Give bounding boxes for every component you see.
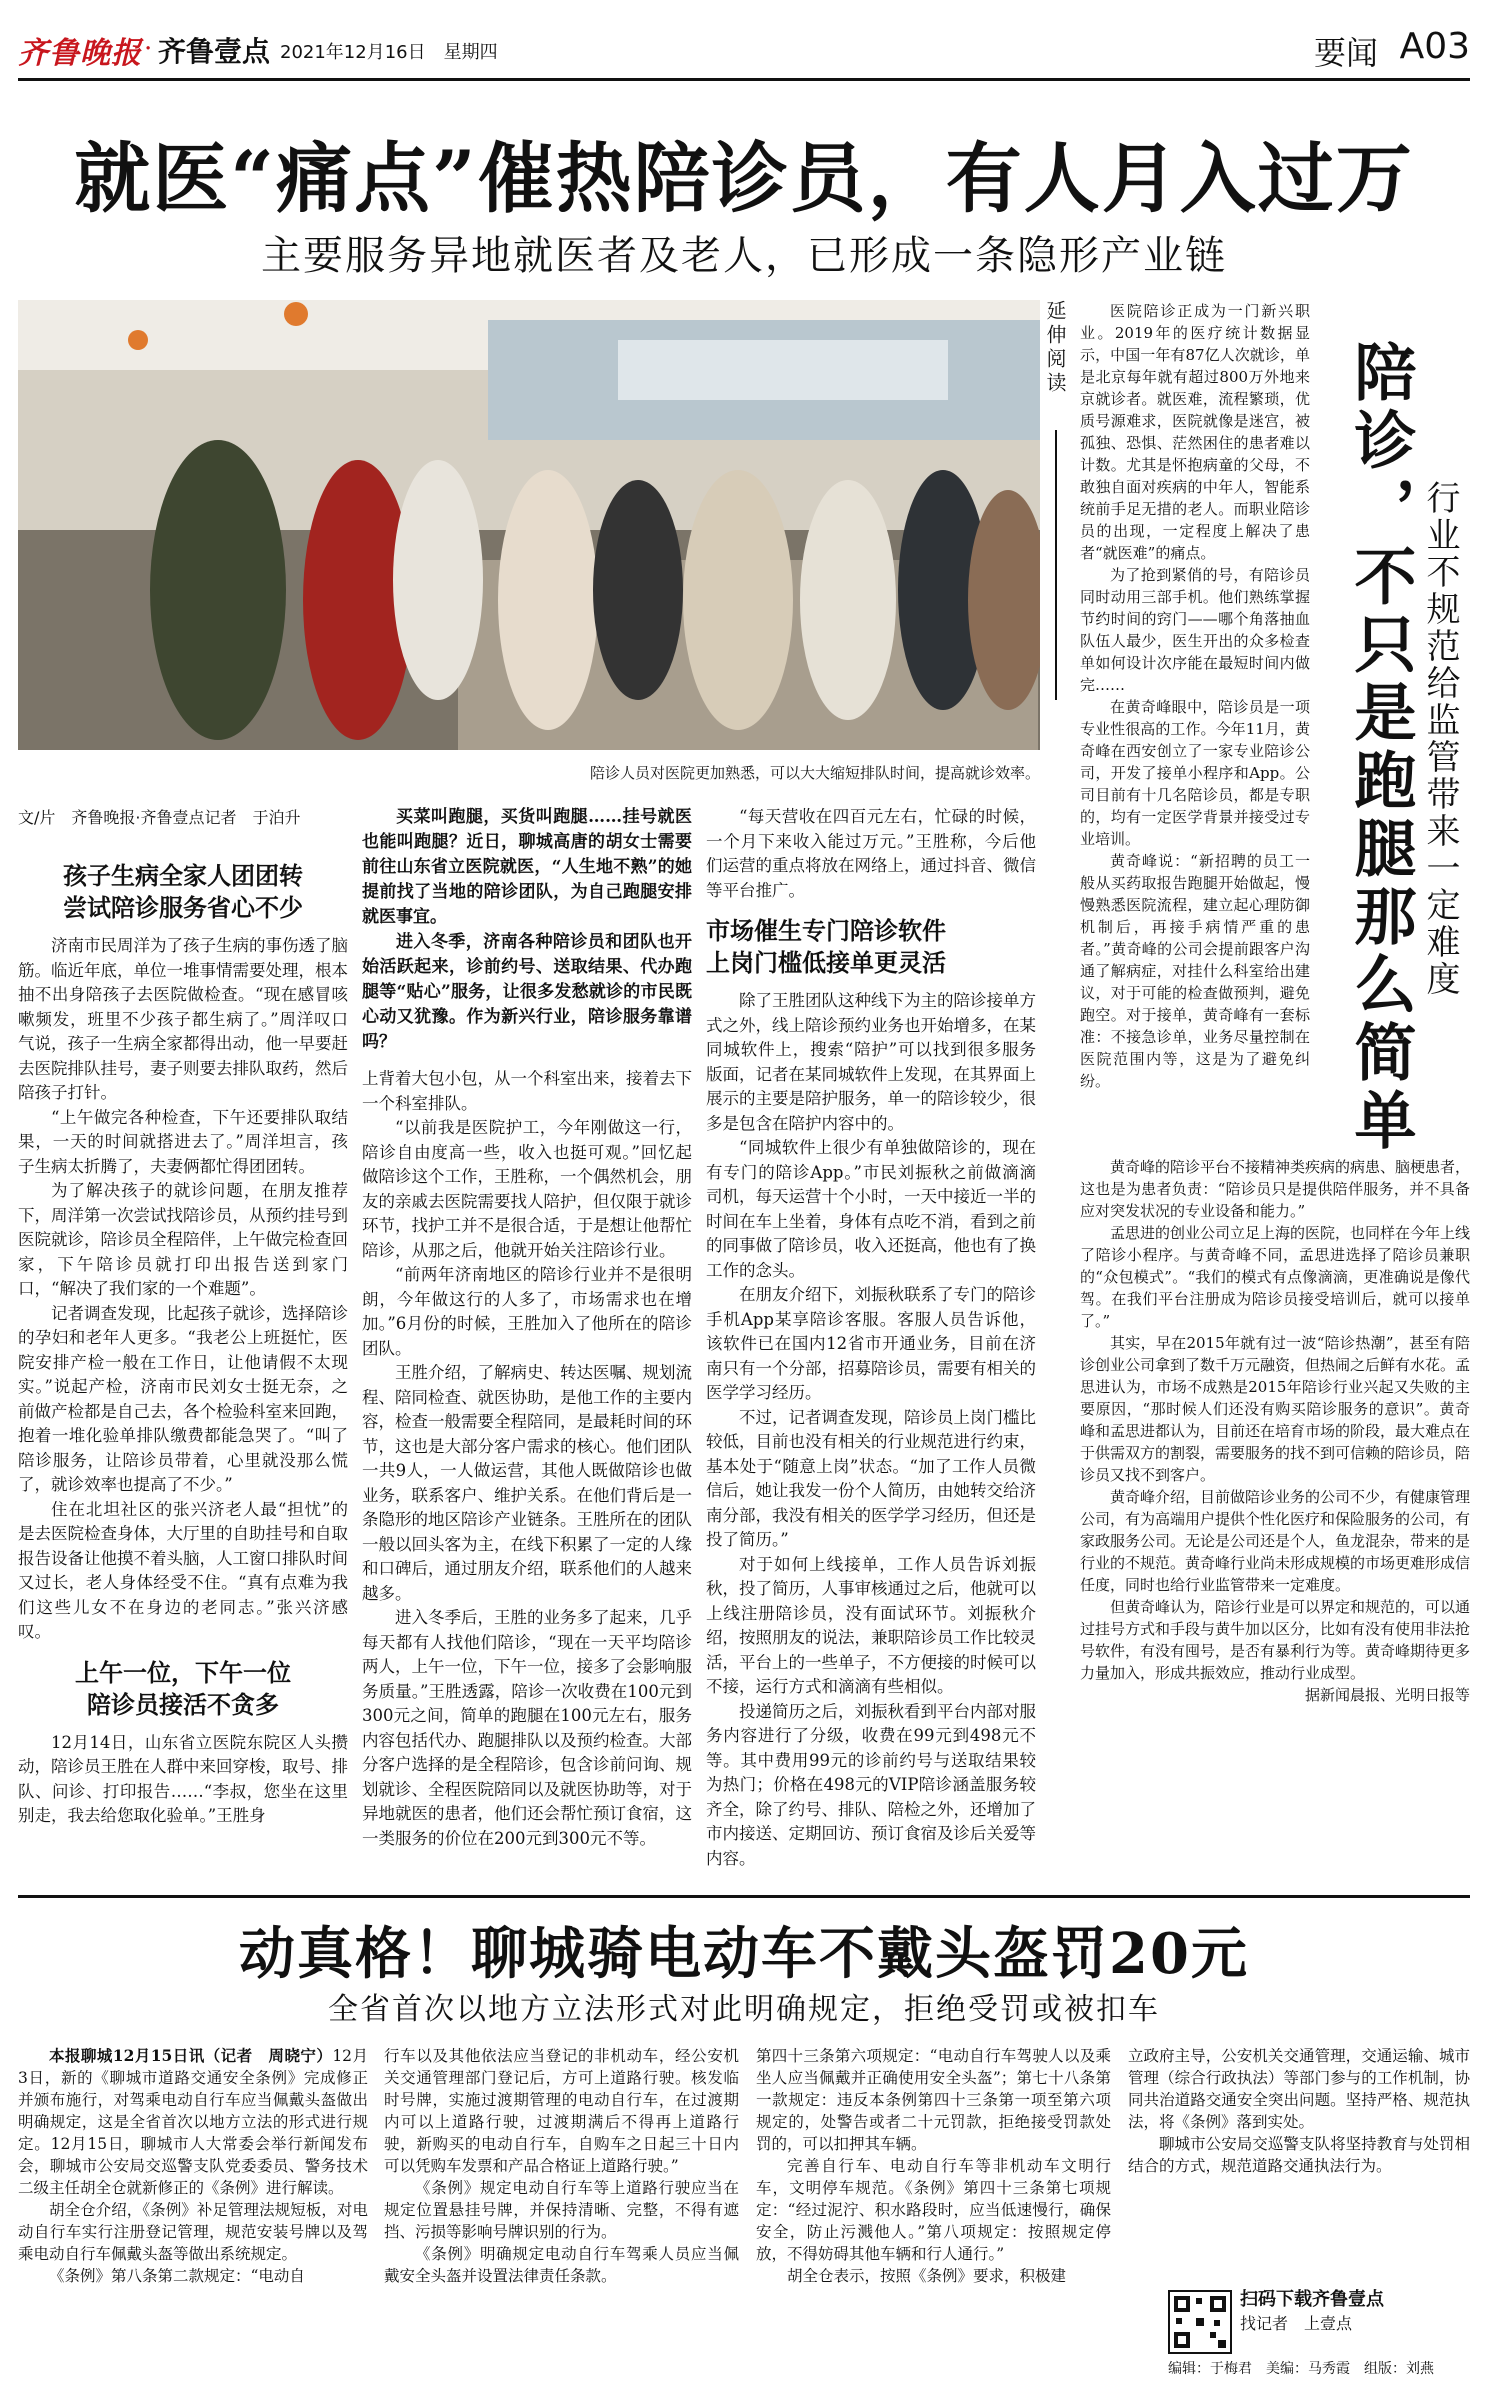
section-name: 要闻	[1313, 34, 1378, 72]
paragraph: 医院陪诊正成为一门新兴职业。2019年的医疗统计数据显示，中国一年有87亿人次就诊，单是北京每年就有超过800万外地来京就诊者。就医难，流程繁琐，优质号源难求，医院就像是迷宫，被孤独、恐惧、茫然困住的患者难以计数。尤其是怀抱病童的父母，不敢独自面对疾病的中年人，智能系统前手足无措的老人。而职业陪诊员的出现，一定程度上解决了患者“就医难”的痛点。	[1080, 302, 1310, 562]
second-column-3	[756, 2045, 1111, 2287]
paragraph: 在黄奇峰眼中，陪诊员是一项专业性很高的工作。今年11月，黄奇峰在西安创立了一家专业陪诊公司，开发了接单小程序和App。公司目前有十几名陪诊员，都是专职的，均有一定医学背景并接受过专业培训。	[1080, 698, 1310, 848]
second-column-1	[18, 2045, 368, 2287]
paragraph: 黄奇峰介绍，目前做陪诊业务的公司不少，有健康管理公司，有为高端用户提供个性化医疗和保险服务的公司，有家政服务公司。无论是公司还是个人，鱼龙混杂，带来的是行业的不规范。黄奇峰行业尚未形成规模的市场更难形成信任度，同时也给行业监管带来一定难度。	[1080, 1488, 1471, 1594]
lead-headline: 就医“痛点”催热陪诊员，有人月入过万	[74, 134, 1414, 223]
paragraph: 记者调查发现，比起孩子就诊，选择陪诊的孕妇和老年人更多。“我老公上班挺忙，医院安排产检一般在工作日，让他请假不太现实。”说起产检，济南市民刘女士挺无奈，之前做产检都是自己去，各个检验科室来回跑，抱着一堆化验单排队缴费都能急哭了。“叫了陪诊服务，让陪诊员带着，心里就没那么慌了，就诊效率也提高了不少。”	[18, 1303, 348, 1494]
lead-column-1	[18, 860, 348, 1829]
qr-title: 扫码下载齐鲁壹点	[1240, 2289, 1384, 2310]
paragraph: 对于如何上线接单，工作人员告诉刘振秋，投了简历，人事审核通过之后，他就可以上线注册陪诊员，没有面试环节。刘振秋介绍，按照朋友的说法，兼职陪诊员工作比较灵活，平台上的一些单子，不方便接的时候可以不接，运行方式和滴滴有些相似。	[706, 1554, 1036, 1696]
dateline: 本报聊城12月15日讯（记者 周晓宁）	[49, 2046, 333, 2065]
story-divider	[18, 1895, 1470, 1898]
paragraph: 为了抢到紧俏的号，有陪诊员同时动用三部手机。他们熟练掌握节约时间的窍门——哪个角落抽血队伍人最少，医生开出的众多检查单如何设计次序能在最短时间内做完……	[1080, 566, 1310, 694]
page-number: A03	[1399, 26, 1470, 67]
extension-headline: 陪诊，不只是跑腿那么简单	[1344, 340, 1417, 1156]
paragraph: 完善自行车、电动自行车等非机动车文明行车，文明停车规范。《条例》第四十三条第七项规定：“经过泥泞、积水路段时，应当低速慢行，确保安全，防止污溅他人。”第八项规定：按照规定停放，不得妨碍其他车辆和行人通行。”	[756, 2157, 1111, 2263]
paragraph: 不过，记者调查发现，陪诊员上岗门槛比较低，目前也没有相关的行业规范进行约束，基本处于“随意上岗”状态。“加了工作人员微信后，她让我发一份个人简历，由她转交给济南分部，我没有相关的医学学习经历，但还是投了简历。”	[706, 1407, 1036, 1549]
qr-code-icon[interactable]	[1168, 2290, 1232, 2354]
extension-divider	[1055, 430, 1057, 700]
lead-paragraph: 买菜叫跑腿，买货叫跑腿……挂号就医也能叫跑腿？近日，聊城高唐的胡女士需要前往山东省立医院就医，“人生地不熟”的她提前找了当地的陪诊团队，为自己跑腿安排就医事宜。	[362, 807, 692, 927]
second-headline: 动真格！聊城骑电动车不戴头盔罚20元	[239, 1921, 1249, 1987]
subhead-one-a-day: 上午一位，下午一位 陪诊员接活不贪多	[75, 1657, 291, 1719]
paragraph: 孟思进的创业公司立足上海的医院，也同样在今年上线了陪诊小程序。与黄奇峰不同，孟思进选择了陪诊员兼职的“众包模式”。“我们的模式有点像滴滴，更准确说是像代驾。在我们平台注册成为陪诊员接受培训后，就可以接单了。”	[1080, 1224, 1471, 1330]
paragraph: 12月14日，山东省立医院东院区人头攒动，陪诊员王胜在人群中来回穿梭，取号、排队、问诊、打印报告……“李叔，您坐在这里别走，我去给您取化验单。”王胜身	[18, 1732, 348, 1825]
lead-paragraph: 进入冬季，济南各种陪诊员和团队也开始活跃起来，诊前约号、送取结果、代办跑腿等“贴心”服务，让很多发愁就诊的市民既心动又犹豫。作为新兴行业，陪诊服务靠谱吗？	[362, 932, 692, 1052]
paragraph: 其实，早在2015年就有过一波“陪诊热潮”，甚至有陪诊创业公司拿到了数千万元融资，但热闹之后鲜有水花。孟思进认为，市场不成熟是2015年陪诊行业兴起又失败的主要原因，“那时候人们还没有购买陪诊服务的意识”。黄奇峰和孟思进都认为，目前还在培育市场的阶段，最大难点在于供需双方的割裂，需要服务的找不到可信赖的陪诊员，陪诊员又找不到客户。	[1080, 1334, 1471, 1484]
subhead-app: 市场催生专门陪诊软件 上岗门槛低接单更灵活	[706, 916, 946, 977]
paragraph: 黄奇峰的陪诊平台不接精神类疾病的病患、脑梗患者，这也是为患者负责：“陪诊员只是提供陪伴服务，并不具备应对突发状况的专业设备和能力。”	[1080, 1158, 1471, 1220]
second-subheadline: 全省首次以地方立法形式对此明确规定，拒绝受罚或被扣车	[328, 1992, 1160, 2027]
paragraph: 12月3日，新的《聊城市道路交通安全条例》完成修正并颁布施行，对驾乘电动自行车应当佩戴头盔做出明确规定，这是全省首次以地方立法的形式进行规定。12月15日，聊城市人大常委会举行新闻发布会，聊城市公安局交巡警支队党委委员、警务技术二级主任胡全仓就新修正的《条例》进行解读。	[18, 2047, 368, 2197]
paragraph: 行车以及其他依法应当登记的非机动车，经公安机关交通管理部门登记后，方可上道路行驶。核发临时号牌，实施过渡期管理的电动自行车，在过渡期内可以上道路行驶，过渡期满后不得再上道路行驶，新购买的电动自行车，自购车之日起三十日内可以凭购车发票和产品合格证上道路行驶。”	[384, 2047, 739, 2175]
masthead	[18, 22, 1470, 81]
paragraph: 《条例》明确规定电动自行车驾乘人员应当佩戴安全头盔并设置法律责任条款。	[384, 2245, 739, 2285]
paragraph: 投递简历之后，刘振秋看到平台内部对服务内容进行了分级，收费在99元到498元不等。其中费用99元的诊前约号与送取结果较为热门；价格在498元的VIP陪诊涵盖服务较齐全，除了约号、排队、陪检之外，还增加了市内接送、定期回访、预订食宿及诊后关爱等内容。	[706, 1701, 1036, 1868]
paragraph: 进入冬季后，王胜的业务多了起来，几乎每天都有人找他们陪诊，“现在一天平均陪诊两人，上午一位，下午一位，接多了会影响服务质量。”王胜透露，陪诊一次收费在100元到300元之间，简单的跑腿在100元左右，服务内容包括代办、跑腿排队以及预约检查。大部分客户选择的是全程陪诊，包含诊前问询、规划就诊、全程医院陪同以及就医协助等，对于异地就医的患者，他们还会帮忙预订食宿，这一类服务的价位在200元到300元不等。	[362, 1608, 692, 1848]
lead-column-3	[706, 805, 1036, 1871]
paragraph: 王胜介绍，了解病史、转达医嘱、规划流程、陪同检查、就医协助，是他工作的主要内容，检查一般需要全程陪同，是最耗时间的环节，这也是大部分客户需求的核心。他们团队一共9人，一人做运营，其他人既做陪诊也做业务，联系客户、维护关系。在他们背后是一条隐形的地区陪诊产业链条。王胜所在的团队一般以回头客为主，在线下积累了一定的人缘和口碑后，通过朋友介绍，联系他们的人越来越多。	[362, 1363, 692, 1603]
byline: 文/片 齐鲁晚报·齐鲁壹点记者 于泊升	[18, 808, 301, 827]
lead-column-2	[362, 805, 692, 1851]
logo-separator: ·	[144, 34, 153, 64]
paper-logo: 齐鲁晚报	[18, 36, 142, 71]
paragraph: 胡全仓介绍，《条例》补足管理法规短板，对电动自行车实行注册登记管理，规范安装号牌以及驾乘电动自行车佩戴头盔等做出系统规定。	[18, 2201, 368, 2263]
second-column-4	[1128, 2045, 1470, 2177]
paragraph: 立政府主导，公安机关交通管理，交通运输、城市管理（综合行政执法）等部门参与的工作机制，协同共治道路交通安全突出问题。坚持严格、规范执法，将《条例》落到实处。	[1128, 2047, 1470, 2131]
extension-subheadline: 行业不规范给监管带来一定难度	[1420, 480, 1460, 998]
paragraph: 在朋友介绍下，刘振秋联系了专门的陪诊手机App某享陪诊客服。客服人员告诉他，该软件已在国内12省市开通业务，目前在济南只有一个分部，招募陪诊员，需要有相关的医学学习经历。	[706, 1285, 1036, 1402]
paragraph: 但黄奇峰认为，陪诊行业是可以界定和规范的，可以通过挂号方式和手段与黄牛加以区分，比如有没有使用非法抢号软件，有没有囤号，是否有暴利行为等。黄奇峰期待更多力量加入，形成共振效应，推动行业成型。	[1080, 1598, 1471, 1682]
extension-source: 据新闻晨报、光明日报等	[1304, 1686, 1470, 1704]
extension-column-bottom	[1080, 1156, 1470, 1706]
paragraph: 聊城市公安局交巡警支队将坚持教育与处罚相结合的方式，规范道路交通执法行为。	[1128, 2135, 1470, 2175]
subhead-family: 孩子生病全家人团团转 尝试陪诊服务省心不少	[63, 861, 303, 922]
issue-date: 2021年12月16日 星期四	[280, 42, 498, 63]
paragraph: “前两年济南地区的陪诊行业并不是很明朗，今年做这行的人多了，市场需求也在增加。”6月份的时候，王胜加入了他所在的陪诊团队。	[362, 1265, 692, 1358]
second-column-2	[384, 2045, 739, 2287]
extension-column-top	[1080, 300, 1310, 1092]
extension-tag: 延伸阅读	[1043, 300, 1067, 396]
paragraph: 黄奇峰说：“新招聘的员工一般从买药取报告跑腿开始做起，慢慢熟悉医院流程，建立起心理防御机制后，再接手病情严重的患者。”黄奇峰的公司会提前跟客户沟通了解病症，对挂什么科室给出建议，对于可能的检查做预判，避免跑空。对于接单，黄奇峰有一套标准：不接急诊单，业务尽量控制在医院范围内等，这是为了避免纠纷。	[1080, 852, 1310, 1090]
qr-label	[1240, 2288, 1384, 2336]
paragraph: 为了解决孩子的就诊问题，在朋友推荐下，周洋第一次尝试找陪诊员，从预约挂号到医院就诊，陪诊员全程陪伴，上午做完检查回家，下午陪诊员就打印出报告送到家门口，“解决了我们家的一个难题”。	[18, 1181, 348, 1298]
paragraph: 胡全仓表示，按照《条例》要求，积极建	[787, 2267, 1067, 2285]
paragraph: 《条例》第八条第二款规定：“电动自	[49, 2267, 305, 2285]
paragraph: “上午做完各种检查，下午还要排队取结果，一天的时间就搭进去了。”周洋坦言，孩子生病太折腾了，夫妻俩都忙得团团转。	[18, 1107, 348, 1176]
paragraph: 上背着大包小包，从一个科室出来，接着去下一个科室排队。	[362, 1069, 692, 1113]
paragraph: “同城软件上很少有单独做陪诊的，现在有专门的陪诊App。”市民刘振秋之前做滴滴司机，每天运营十个小时，一天中接近一半的时间在车上坐着，身体有点吃不消，看到之前的同事做了陪诊员，收入还挺高，他也有了换工作的念头。	[706, 1138, 1036, 1280]
photo-caption: 陪诊人员对医院更加熟悉，可以大大缩短排队时间，提高就诊效率。	[589, 764, 1040, 782]
paragraph: 除了王胜团队这种线下为主的陪诊接单方式之外，线上陪诊预约业务也开始增多，在某同城软件上，搜索“陪护”可以找到很多服务版面，记者在某同城软件上发现，在其界面上展示的主要是陪护服务，单一的陪诊较少，很多是包含在陪护内容中的。	[706, 991, 1036, 1133]
qr-subtitle: 找记者 上壹点	[1240, 2314, 1353, 2333]
paragraph: “以前我是医院护工，今年刚做这一行，陪诊自由度高一些，收入也挺可观。”回忆起做陪诊这个工作，王胜称，一个偶然机会，朋友的亲戚去医院需要找人陪护，但仅限于就诊环节，找护工并不是很合适，于是想让他帮忙陪诊，从那之后，他就开始关注陪诊行业。	[362, 1118, 692, 1260]
hospital-queue-photo	[18, 300, 1040, 750]
paragraph: 住在北坦社区的张兴济老人最“担忧”的是去医院检查身体，大厅里的自助挂号和自取报告设备让他摸不着头脑，人工窗口排队时间又过长，老人身体经受不住。“真有点难为我们这些儿女不在身边的老同志。”张兴济感叹。	[18, 1499, 348, 1641]
app-logo: 齐鲁壹点	[158, 35, 271, 68]
editors-credit: 编辑：于梅君 美编：马秀霞 组版：刘燕	[1168, 2361, 1434, 2377]
paragraph: 济南市民周洋为了孩子生病的事伤透了脑筋。临近年底，单位一堆事情需要处理，根本抽不出身陪孩子去医院做检查。“现在感冒咳嗽频发，班里不少孩子都生病了。”周洋叹口气说，孩子一生病全家都得出动，他一早要赶去医院排队挂号，妻子则要去排队取药，然后陪孩子打针。	[18, 936, 348, 1102]
paragraph: 《条例》规定电动自行车等上道路行驶应当在规定位置悬挂号牌，并保持清晰、完整，不得有遮挡、污损等影响号牌识别的行为。	[384, 2179, 739, 2241]
paragraph: “每天营收在四百元左右，忙碌的时候，一个月下来收入能过万元。”王胜称，今后他们运营的重点将放在网络上，通过抖音、微信等平台推广。	[706, 807, 1036, 900]
paragraph: 第四十三条第六项规定：“电动自行车驾驶人以及乘坐人应当佩戴并正确使用安全头盔”；第七十八条第一款规定：违反本条例第四十三条第一项至第六项规定的，处警告或者二十元罚款，拒绝接受罚款处罚的，可以扣押其车辆。	[756, 2047, 1111, 2153]
lead-subheadline: 主要服务异地就医者及老人，已形成一条隐形产业链	[261, 233, 1227, 279]
